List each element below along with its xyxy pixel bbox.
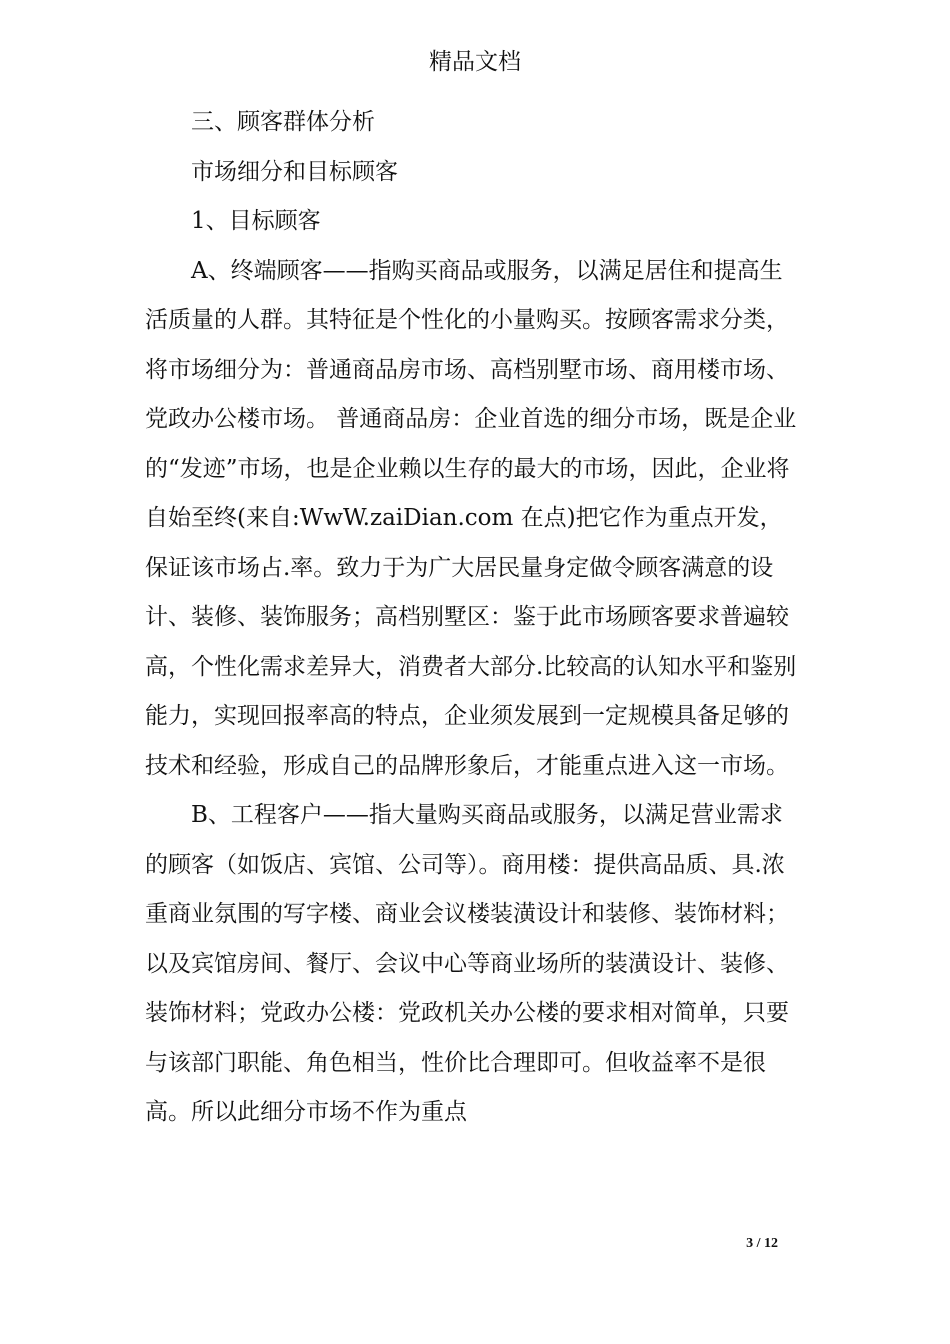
page-header-title: 精品文档	[429, 49, 521, 75]
paragraph-terminal-customers: A、终端顾客——指购买商品或服务，以满足居住和提高生活质量的人群。其特征是个性化的小量购买。按顾客需求分类，将市场细分为：普通商品房市场、高档别墅市场、商用楼市场、党政办公楼市场。 普通商品房：企业首选的细分市场，既是企业的“发迹”市场，也是企业赖以生存的最大的市场，因此，企业将自始至终(来自:WwW.zaiDian.com 在点)把它作为重点开发，保证该市场占.率。致力于为广大居民量身定做令顾客满意的设计、装修、装饰服务；高档别墅区：鉴于此市场顾客要求普遍较高，个性化需求差异大，消费者大部分.比较高的认知水平和鉴别能力，实现回报率高的特点，企业须发展到一定规模具备足够的技术和经验，形成自己的品牌形象后，才能重点进入这一市场。	[145, 257, 797, 779]
document-body	[145, 98, 805, 1138]
item-heading: 1、目标顾客	[191, 208, 321, 234]
section-heading: 三、顾客群体分析	[191, 109, 375, 135]
paragraph-engineering-customers: B、工程客户——指大量购买商品或服务，以满足营业需求的顾客（如饭店、宾馆、公司等）。商用楼：提供高品质、具.浓重商业氛围的写字楼、商业会议楼装潢设计和装修、装饰材料；以及宾馆房间、餐厅、会议中心等商业场所的装潢设计、装修、装饰材料；党政办公楼：党政机关办公楼的要求相对简单，只要与该部门职能、角色相当，性价比合理即可。但收益率不是很高。所以此细分市场不作为重点	[145, 802, 789, 1125]
subheading: 市场细分和目标顾客	[191, 158, 398, 185]
page-number: 3 / 12	[746, 1236, 778, 1251]
